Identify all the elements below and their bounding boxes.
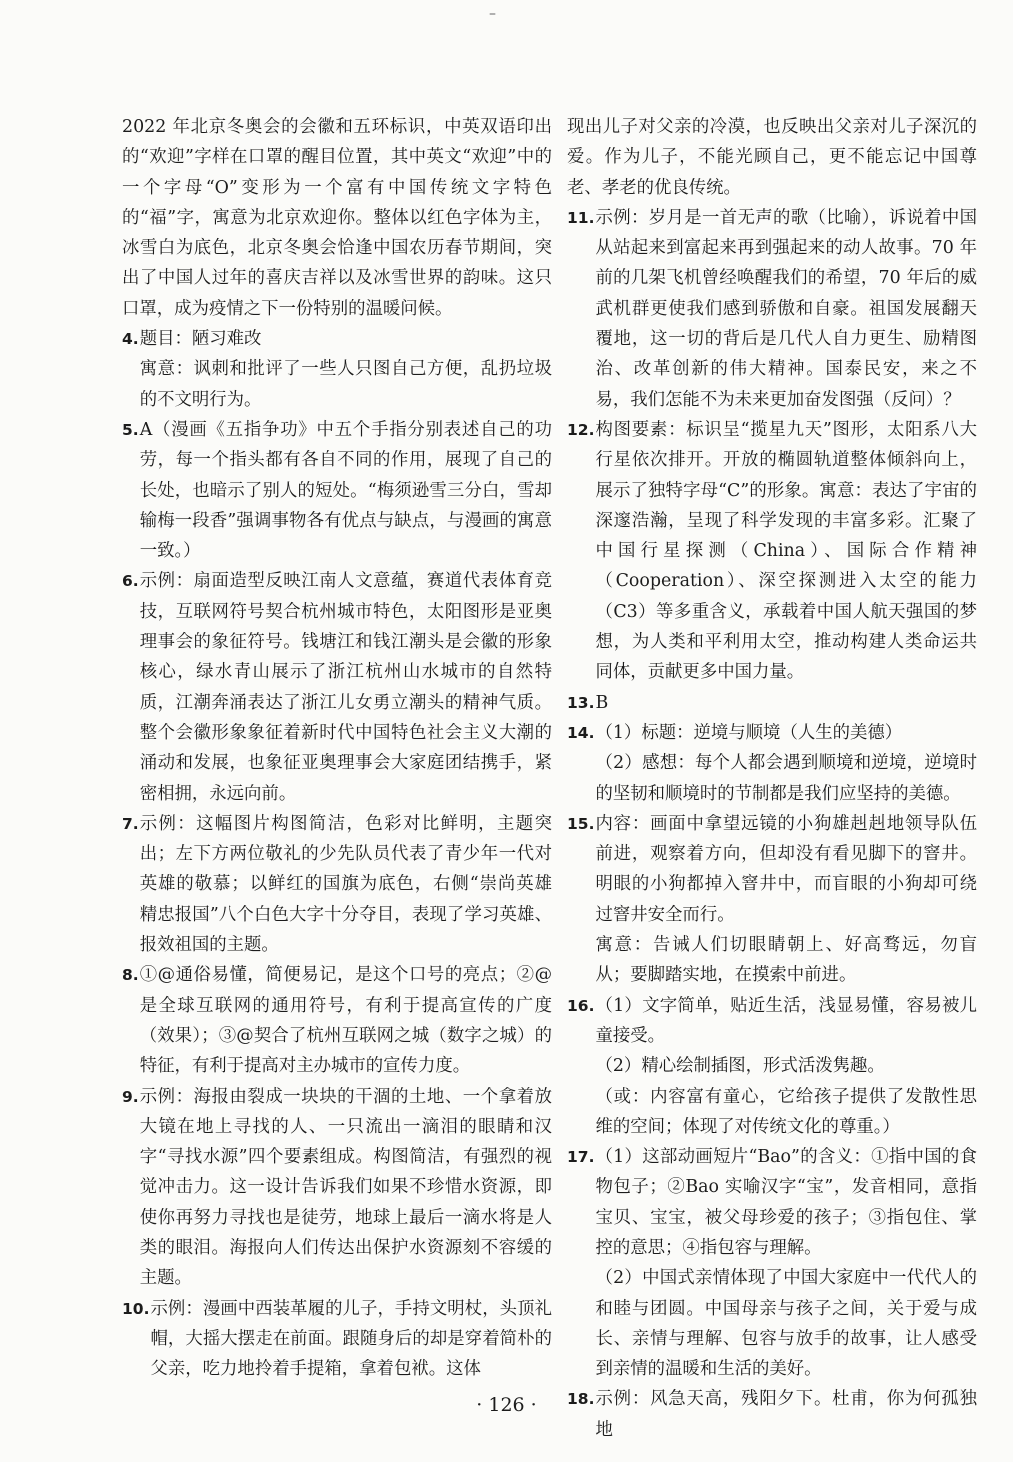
answer-paragraph: （2）中国式亲情体现了中国大家庭中一代代人的和睦与团圆。中国母亲与孩子之间，关于爱与成长、亲情与理解、包容与放手的故事，让人感受到亲情的温暖和生活的美好。: [595, 1268, 977, 1380]
answer-body: [140, 566, 552, 808]
answer-number: 9.: [122, 1087, 139, 1106]
answer-paragraph: 题目：陋习难改: [139, 329, 262, 350]
answer-number: 13.: [567, 693, 595, 712]
answer-body: [595, 991, 977, 1142]
answer-paragraph: B: [595, 692, 609, 713]
answer-number: 15.: [567, 814, 595, 833]
answer-body: [150, 1294, 552, 1385]
answer-item: [567, 809, 977, 991]
answer-paragraph: （或：内容富有童心，它给孩子提供了发散性思维的空间；体现了对传统文化的尊重。）: [595, 1086, 977, 1137]
answer-body: [595, 415, 977, 688]
answer-paragraph: （2）精心绘制插图，形式活泼隽趣。: [595, 1056, 885, 1077]
answer-number: 17.: [567, 1148, 595, 1167]
answer-body: [595, 688, 977, 718]
answer-number: 16.: [567, 996, 595, 1015]
left-column: [122, 112, 570, 1384]
answer-body: [122, 112, 552, 324]
answer-item: [567, 203, 977, 415]
answer-item: [122, 415, 552, 566]
answer-body: [595, 1142, 977, 1384]
answer-paragraph: 内容：画面中拿望远镜的小狗雄赳赳地领导队伍前进，观察着方向，但却没有看见脚下的窨井。明眼的小狗都掉入窨井中，而盲眼的小狗却可绕过窨井安全而行。: [595, 813, 977, 925]
answer-item: [567, 1142, 977, 1384]
answer-item: [122, 324, 552, 415]
answer-number: 7.: [122, 814, 139, 833]
page-number: · 126 ·: [476, 1394, 537, 1416]
answer-number: 12.: [567, 420, 595, 439]
continued-answer: [122, 112, 552, 324]
answer-paragraph: 示例：岁月是一首无声的歌（比喻），诉说着中国从站起来到富起来再到强起来的动人故事。70 年前的几架飞机曾经唤醒我们的希望，70 年后的威武机群更使我们感到骄傲和自豪。祖国发展翻天覆地，这一切的背后是几代人自力更生、励精图治、改革创新的伟大精神。国泰民安，来之不易，我们怎能不为未来更加奋发图强（反问）？: [595, 207, 977, 410]
answer-paragraph: 示例：漫画中西装革履的儿子，手持文明杖，头顶礼帽，大摇大摆走在前面。跟随身后的却是穿着简朴的父亲，吃力地拎着手提箱，拿着包袱。这体: [150, 1298, 552, 1380]
answer-body: [140, 960, 552, 1081]
answer-paragraph: ①@通俗易懂，简便易记，是这个口号的亮点；②@是全球互联网的通用符号，有利于提高宣传的广度（效果）；③@契合了杭州互联网之城（数字之城）的特征，有利于提高对主办城市的宣传力度。: [139, 965, 552, 1077]
answer-body: [140, 415, 552, 566]
answer-body: [140, 324, 552, 415]
answer-item: [122, 566, 552, 808]
answer-body: [595, 718, 977, 809]
answer-item: [122, 960, 552, 1081]
answer-number: 11.: [567, 208, 595, 227]
answer-body: [595, 203, 977, 415]
answer-paragraph: 构图要素：标识呈“揽星九天”图形，太阳系八大行星依次排开。开放的椭圆轨道整体倾斜向上，展示了独特字母“C”的形象。寓意：表达了宇宙的深邃浩瀚，呈现了科学发现的丰富多彩。汇聚了中国行星探测（China）、国际合作精神（Cooperation）、深空探测进入太空的能力（C3）等多重含义，承载着中国人航天强国的梦想，为人类和平利用太空，推动构建人类命运共同体，贡献更多中国力量。: [595, 419, 977, 683]
answer-paragraph: （2）感想：每个人都会遇到顺境和逆境，逆境时的坚韧和顺境时的节制都是我们应坚持的美德。: [595, 753, 977, 804]
answer-item: [122, 809, 570, 960]
answer-paragraph: （1）这部动画短片“Bao”的含义：①指中国的食物包子；②Bao 实喻汉字“宝”，发音相同，意指宝贝、宝宝，被父母珍爱的孩子；③指包住、掌控的意思；④指包容与理解。: [595, 1147, 977, 1258]
continued-answer: [567, 112, 977, 203]
answer-item: [567, 688, 977, 718]
answer-paragraph: （1）文字简单，贴近生活，浅显易懂，容易被儿童接受。: [595, 995, 977, 1046]
answer-item: [567, 718, 977, 809]
answer-body: [595, 809, 977, 991]
answer-number: 10.: [122, 1299, 150, 1318]
answer-number: 6.: [122, 572, 139, 591]
answer-paragraph: 示例：这幅图片构图简洁，色彩对比鲜明，主题突出；左下方两位敬礼的少先队员代表了青少年一代对英雄的敬慕；以鲜红的国旗为底色，右侧“崇尚英雄 精忠报国”八个白色大字十分夺目，表现了学习英雄、报效祖国的主题。: [139, 813, 570, 956]
answer-number: 18.: [567, 1390, 595, 1409]
answer-paragraph: A（漫画《五指争功》中五个手指分别表述自己的功劳，每一个指头都有各自不同的作用，展现了自己的长处，也暗示了别人的短处。“梅须逊雪三分白，雪却输梅一段香”强调事物各有优点与缺点，与漫画的寓意一致。）: [139, 419, 552, 562]
answer-number: 5.: [122, 420, 139, 439]
answer-paragraph: 示例：风急天高，残阳夕下。杜甫，你为何孤独地: [595, 1389, 977, 1440]
answer-body: [140, 1082, 552, 1294]
top-mark: –: [489, 6, 496, 22]
answer-number: 14.: [567, 723, 595, 742]
answer-item: [567, 991, 977, 1142]
right-column: [567, 112, 977, 1445]
answer-item: [567, 415, 977, 688]
answer-number: 8.: [122, 966, 139, 985]
answer-number: 4.: [122, 330, 139, 349]
answer-item: [122, 1082, 552, 1294]
answer-body: [139, 809, 570, 960]
answer-paragraph: 现出儿子对父亲的冷漠，也反映出父亲对儿子深沉的爱。作为儿子，不能光顾自己，更不能忘记中国尊老、孝老的优良传统。: [567, 117, 977, 198]
answer-paragraph: （1）标题：逆境与顺境（人生的美德）: [595, 722, 903, 743]
answer-paragraph: 2022 年北京冬奥会的会徽和五环标识，中英双语印出的“欢迎”字样在口罩的醒目位置，其中英文“欢迎”中的一个字母“O”变形为一个富有中国传统文字特色的“福”字，寓意为北京欢迎你。整体以红色字体为主，冰雪白为底色，北京冬奥会恰逢中国农历春节期间，突出了中国人过年的喜庆吉祥以及冰雪世界的韵味。这只口罩，成为疫情之下一份特别的温暖问候。: [122, 117, 552, 319]
answer-paragraph: 示例：海报由裂成一块块的干涸的土地、一个拿着放大镜在地上寻找的人、一只流出一滴泪的眼睛和汉字“寻找水源”四个要素组成。构图简洁，有强烈的视觉冲击力。这一设计告诉我们如果不珍惜水资源，即使你再努力寻找也是徒劳，地球上最后一滴水将是人类的眼泪。海报向人们传达出保护水资源刻不容缓的主题。: [139, 1086, 552, 1289]
answer-paragraph: 寓意：告诫人们切眼睛朝上、好高骛远，勿盲从；要脚踏实地，在摸索中前进。: [595, 935, 977, 986]
answer-item: [122, 1294, 552, 1385]
answer-paragraph: 示例：扇面造型反映江南人文意蕴，赛道代表体育竞技，互联网符号契合杭州城市特色，太阳图形是亚奥理事会的象征符号。钱塘江和钱江潮头是会徽的形象核心，绿水青山展示了浙江杭州山水城市的自然特质，江潮奔涌表达了浙江儿女勇立潮头的精神气质。整个会徽形象象征着新时代中国特色社会主义大潮的涌动和发展，也象征亚奥理事会大家庭团结携手，紧密相拥，永远向前。: [139, 571, 552, 804]
answer-body: [567, 112, 977, 203]
answer-paragraph: 寓意：讽刺和批评了一些人只图自己方便，乱扔垃圾的不文明行为。: [139, 359, 552, 410]
